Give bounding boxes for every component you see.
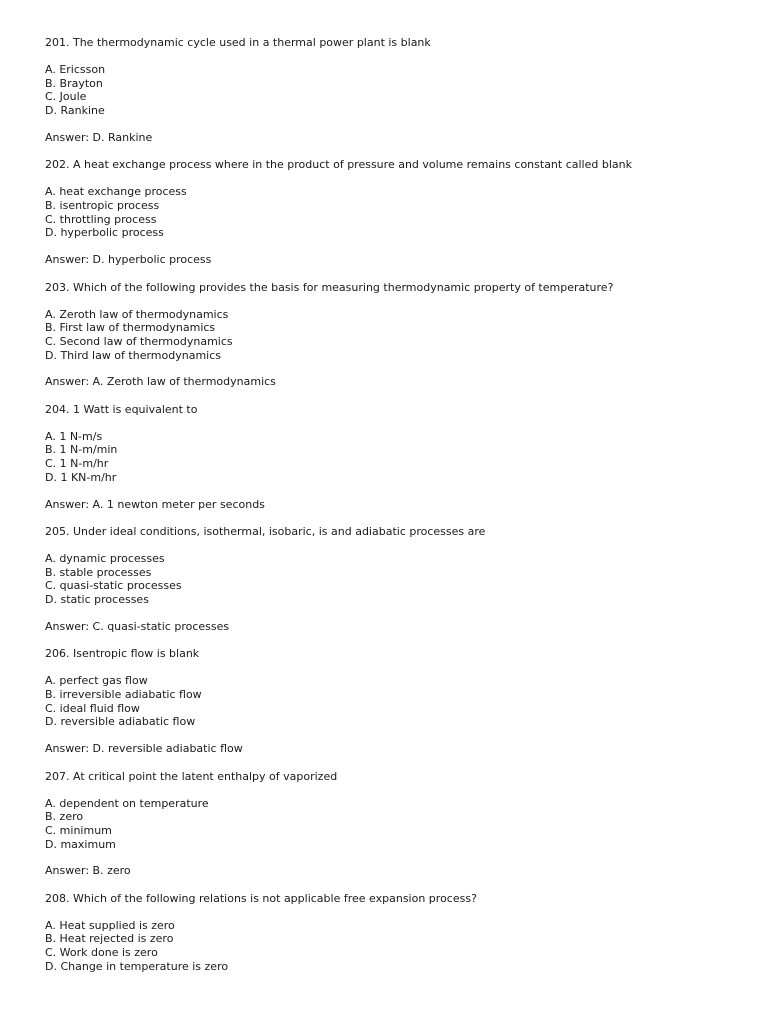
option-d: D. Third law of thermodynamics: [45, 348, 221, 362]
option-c: C. quasi-static processes: [45, 579, 182, 593]
question-block: [45, 403, 745, 525]
options-list: [45, 552, 745, 607]
question-block: [45, 525, 745, 647]
option-a: A. 1 N-m/s: [45, 429, 103, 443]
option-c: C. 1 N-m/hr: [45, 457, 109, 471]
option-d: D. hyperbolic process: [45, 226, 164, 240]
option-d: D. maximum: [45, 837, 116, 851]
option-b: B. stable processes: [45, 565, 152, 579]
option-b: B. irreversible adiabatic flow: [45, 687, 202, 701]
option-c: C. Work done is zero: [45, 946, 158, 960]
option-b: B. First law of thermodynamics: [45, 321, 216, 335]
question-block: [45, 36, 745, 158]
question-text: 202. A heat exchange process where in the product of pressure and volume remains constant called blank: [45, 158, 632, 172]
question-text: 204. 1 Watt is equivalent to: [45, 402, 198, 416]
options-list: [45, 674, 745, 729]
question-text: 201. The thermodynamic cycle used in a thermal power plant is blank: [45, 36, 431, 49]
option-c: C. throttling process: [45, 212, 157, 226]
option-b: B. Brayton: [45, 76, 103, 90]
options-list: [45, 797, 745, 852]
option-a: A. Zeroth law of thermodynamics: [45, 307, 229, 321]
option-c: C. Joule: [45, 90, 87, 104]
answer-text: Answer: D. hyperbolic process: [45, 253, 212, 266]
options-list: [45, 308, 745, 363]
option-b: B. zero: [45, 810, 84, 824]
answer-text: Answer: A. 1 newton meter per seconds: [45, 497, 265, 511]
option-b: B. isentropic process: [45, 198, 160, 212]
question-block: [45, 892, 745, 974]
option-d: D. 1 KN-m/hr: [45, 470, 117, 484]
option-d: D. reversible adiabatic flow: [45, 715, 196, 729]
question-block: [45, 158, 745, 280]
option-a: A. heat exchange process: [45, 185, 187, 199]
question-text: 206. Isentropic flow is blank: [45, 647, 200, 661]
document-page: [45, 36, 745, 974]
option-a: A. perfect gas flow: [45, 674, 148, 688]
options-list: [45, 919, 745, 974]
option-a: A. Ericsson: [45, 63, 106, 76]
question-text: 203. Which of the following provides the basis for measuring thermodynamic property of temperature?: [45, 280, 614, 294]
answer-text: Answer: D. Rankine: [45, 130, 153, 144]
option-d: D. static processes: [45, 593, 149, 607]
option-d: D. Rankine: [45, 104, 105, 118]
answer-text: Answer: A. Zeroth law of thermodynamics: [45, 375, 276, 389]
option-c: C. Second law of thermodynamics: [45, 334, 233, 348]
options-list: [45, 63, 745, 118]
option-a: A. dynamic processes: [45, 552, 165, 565]
option-a: A. dependent on temperature: [45, 796, 209, 810]
option-d: D. Change in temperature is zero: [45, 959, 229, 973]
options-list: [45, 430, 745, 485]
question-text: 205. Under ideal conditions, isothermal, isobaric, is and adiabatic processes are: [45, 525, 486, 538]
option-b: B. 1 N-m/min: [45, 443, 118, 457]
option-c: C. ideal fluid flow: [45, 701, 140, 715]
option-b: B. Heat rejected is zero: [45, 932, 174, 946]
options-list: [45, 185, 745, 240]
question-block: [45, 281, 745, 403]
question-block: [45, 770, 745, 892]
question-text: 208. Which of the following relations is not applicable free expansion process?: [45, 891, 477, 905]
answer-text: Answer: B. zero: [45, 864, 131, 878]
answer-text: Answer: C. quasi-static processes: [45, 619, 230, 633]
answer-text: Answer: D. reversible adiabatic flow: [45, 742, 243, 755]
question-block: [45, 647, 745, 769]
question-text: 207. At critical point the latent enthalpy of vaporized: [45, 769, 338, 783]
option-c: C. minimum: [45, 823, 112, 837]
option-a: A. Heat supplied is zero: [45, 918, 175, 932]
